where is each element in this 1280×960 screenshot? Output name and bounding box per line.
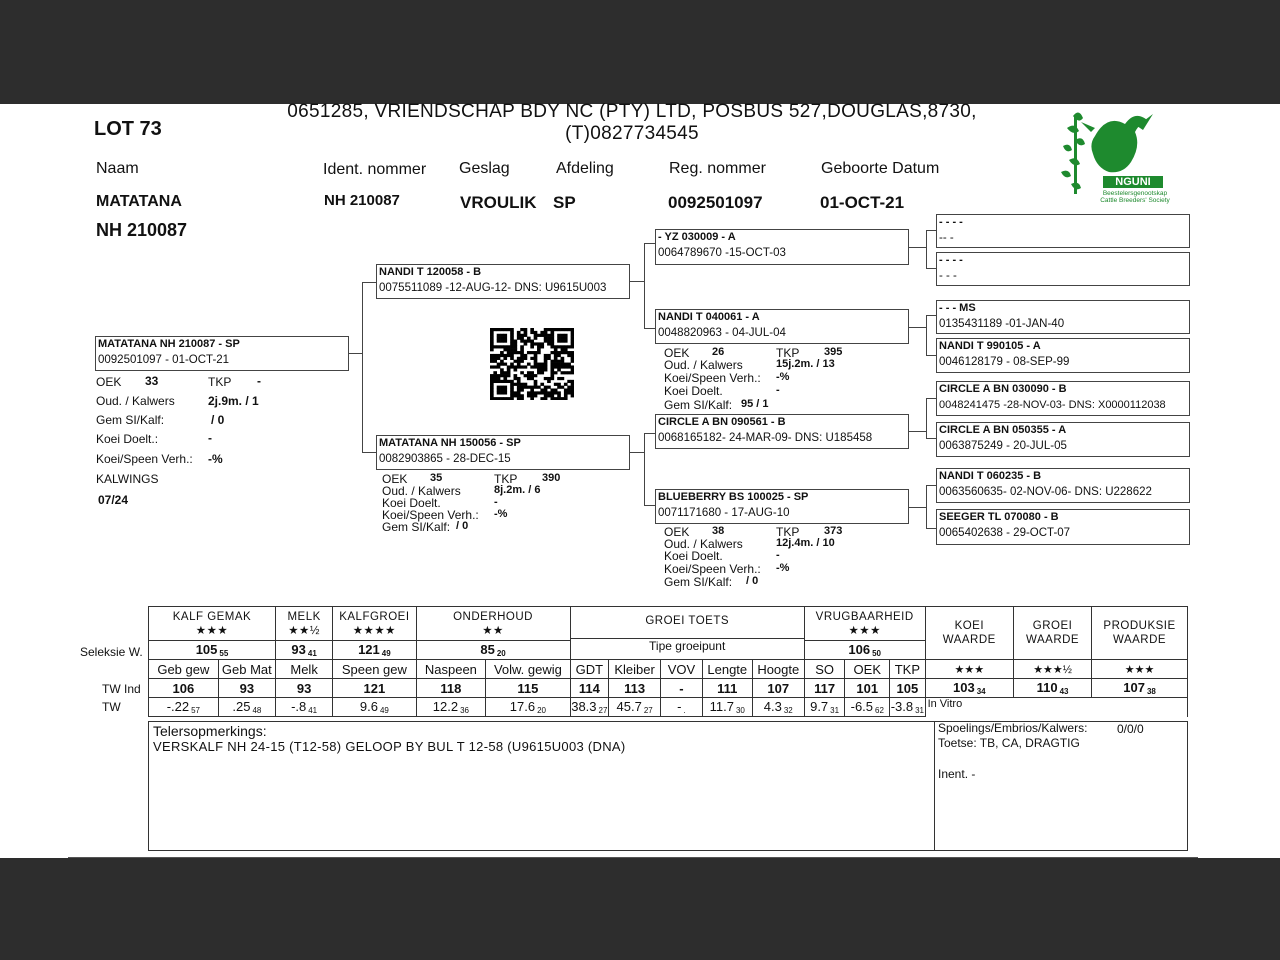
connector xyxy=(926,398,927,438)
ggp-8-reg: 0065402638 - 29-OCT-07 xyxy=(939,527,1071,539)
dd-gem-label: Gem SI/Kalf: xyxy=(664,575,733,589)
col-gdt: GDT xyxy=(570,660,609,679)
dd-name: BLUEBERRY BS 100025 - SP xyxy=(658,491,809,503)
produksie-waarde-stars: ★★★ xyxy=(1092,660,1188,679)
nguni-logo xyxy=(1055,106,1175,204)
dam-oek: 35 xyxy=(430,472,443,484)
kalf-gemak-label: KALF GEMAK xyxy=(172,610,252,623)
tw-value: -3.8 xyxy=(890,699,914,714)
col-oek: OEK xyxy=(845,660,890,679)
remarks-panel xyxy=(148,721,1188,851)
tw-ind-cell: 105 xyxy=(890,679,925,698)
tw-value: -6.5 xyxy=(850,699,874,714)
tw-acc: 36 xyxy=(460,706,469,715)
animal-name: MATATANA xyxy=(96,193,182,210)
tw-value: 38.3 xyxy=(571,699,597,714)
group-vrugbaarheid xyxy=(804,607,925,641)
dd-oek-label: OEK xyxy=(664,525,690,539)
col-geb-mat: Geb Mat xyxy=(218,660,275,679)
koei-waarde-value xyxy=(925,679,1013,698)
pedigree-ggp-8[interactable] xyxy=(936,509,1190,545)
melk-label: MELK xyxy=(287,610,321,623)
dd-speen-label: Koei/Speen Verh.: xyxy=(664,562,761,576)
tw-acc: 48 xyxy=(252,706,262,715)
sel-vrug-value: 106 xyxy=(848,642,871,657)
sd-oek-label: OEK xyxy=(664,346,690,360)
dam-oud-label: Oud. / Kalwers xyxy=(382,484,461,498)
connector xyxy=(908,431,926,432)
groei-waarde-stars: ★★★½ xyxy=(1014,660,1092,679)
animal-geslag: VROULIK xyxy=(460,193,537,212)
subject-oud: 2j.9m. / 1 xyxy=(208,394,259,408)
tw-value: 9.6 xyxy=(359,699,378,714)
inent-text: Inent. - xyxy=(938,767,976,781)
dam-gem-label: Gem SI/Kalf: xyxy=(382,520,451,534)
connector xyxy=(926,485,927,528)
tw-cell xyxy=(218,698,275,717)
sire-reg: 0075511089 -12-AUG-12- DNS: U9615U003 xyxy=(379,282,607,294)
dd-oud: 12j.4m. / 10 xyxy=(776,537,835,549)
sel-onderhoud xyxy=(416,641,570,660)
tw-cell xyxy=(702,698,752,717)
sd-doelt: - xyxy=(776,384,780,396)
connector xyxy=(908,247,926,248)
tw-ind-cell: 111 xyxy=(702,679,752,698)
tw-ind-cell: 93 xyxy=(275,679,332,698)
dam-reg: 0082903865 - 28-DEC-15 xyxy=(379,453,511,465)
subject-doelt: - xyxy=(208,431,212,445)
dd-speen: -% xyxy=(776,562,790,574)
tw-cell xyxy=(845,698,890,717)
onderhoud-stars: ★★ xyxy=(482,624,504,637)
dd-tkp-label: TKP xyxy=(776,525,800,539)
spoelings-label: Spoelings/Embrios/Kalwers: xyxy=(938,721,1088,735)
produksie-waarde-index: 107 xyxy=(1123,680,1145,695)
sel-kalf-gemak xyxy=(149,641,276,660)
sd-speen: -% xyxy=(776,371,790,383)
pedigree-ggp-7[interactable] xyxy=(936,468,1190,503)
ggp-5-name: CIRCLE A BN 030090 - B xyxy=(939,383,1067,395)
sd-reg: 0048820963 - 04-JUL-04 xyxy=(658,327,786,339)
toetse-text: Toetse: TB, CA, DRAGTIG xyxy=(938,736,1080,750)
tw-ind-cell: 107 xyxy=(752,679,804,698)
label-reg: Reg. nommer xyxy=(669,160,766,177)
tw-acc: 31 xyxy=(915,706,924,715)
melk-stars: ★★½ xyxy=(288,624,320,637)
tw-cell xyxy=(609,698,661,717)
label-geboorte: Geboorte Datum xyxy=(821,160,940,177)
subject-oek: 33 xyxy=(145,374,159,388)
ggp-2-reg: - - - xyxy=(939,270,957,282)
dam-tkp-label: TKP xyxy=(494,472,518,486)
tw-value: 12.2 xyxy=(432,699,459,714)
bottom-rule xyxy=(68,857,1198,858)
group-header-row xyxy=(149,607,1188,641)
tw-acc: . xyxy=(683,706,686,715)
connector xyxy=(926,230,936,231)
tw-cell xyxy=(275,698,332,717)
sd-tkp: 395 xyxy=(824,346,843,358)
col-naspeen: Naspeen xyxy=(416,660,486,679)
connector xyxy=(926,315,927,355)
tw-cell xyxy=(661,698,703,717)
dd-doelt: - xyxy=(776,549,780,561)
col-vov: VOV xyxy=(661,660,703,679)
ggp-5-reg: 0048241475 -28-NOV-03- DNS: X0000112038 xyxy=(939,399,1166,411)
ggp-7-name: NANDI T 060235 - B xyxy=(939,470,1042,482)
group-groei-toets xyxy=(570,607,804,660)
group-melk xyxy=(275,607,332,641)
pedigree-subject[interactable] xyxy=(95,336,349,371)
tw-ind-cell: 118 xyxy=(416,679,486,698)
dam-name: MATATANA NH 150056 - SP xyxy=(379,437,521,449)
connector xyxy=(908,327,926,328)
logo-sub-2: Cattle Breeders' Society xyxy=(1100,197,1170,204)
ss-reg: 0064789670 -15-OCT-03 xyxy=(658,247,786,259)
tw-value: - xyxy=(677,699,682,714)
connector xyxy=(362,282,376,283)
col-so: SO xyxy=(804,660,845,679)
tw-value: 4.3 xyxy=(763,699,782,714)
sd-name: NANDI T 040061 - A xyxy=(658,311,760,323)
pedigree-dam-dam[interactable] xyxy=(655,489,909,524)
subject-gem-label: Gem SI/Kalf: xyxy=(96,413,165,427)
tw-acc: 32 xyxy=(783,706,793,715)
vrugbaarheid-label: VRUGBAARHEID xyxy=(815,610,914,623)
kalwings-label: KALWINGS xyxy=(96,472,159,486)
sd-tkp-label: TKP xyxy=(776,346,800,360)
tw-cell xyxy=(333,698,416,717)
tw-acc: 20 xyxy=(537,706,547,715)
tw-acc: 27 xyxy=(598,706,608,715)
connector xyxy=(644,433,645,505)
ggp-1-reg: -- - xyxy=(939,232,954,244)
pedigree-sire-dam[interactable] xyxy=(655,309,909,344)
logo-sub-1: Beestelersgenootskap xyxy=(1102,190,1168,197)
sd-oud: 15j.2m. / 13 xyxy=(776,358,835,370)
sel-kalfgroei xyxy=(333,641,416,660)
animal-ident-large: NH 210087 xyxy=(96,220,188,240)
tw-value: .25 xyxy=(232,699,251,714)
sel-onderhoud-acc: 20 xyxy=(496,649,506,658)
connector xyxy=(644,243,645,328)
connector xyxy=(926,485,936,486)
row-label-tw-ind: TW Ind xyxy=(102,682,141,696)
connector xyxy=(926,315,936,316)
row-label-tw: TW xyxy=(102,700,121,714)
row-label-seleksie: Seleksie W. xyxy=(80,645,143,659)
ggp-2-name: - - - - xyxy=(939,254,963,266)
ggp-7-reg: 0063560635- 02-NOV-06- DNS: U228622 xyxy=(939,486,1152,498)
dam-speen-label: Koei/Speen Verh.: xyxy=(382,508,479,522)
tw-row xyxy=(149,698,1188,717)
tw-value: 9.7 xyxy=(810,699,829,714)
dam-doelt-label: Koei Doelt. xyxy=(382,496,441,510)
koei-waarde-acc: 34 xyxy=(976,687,986,696)
connector xyxy=(926,398,936,399)
dam-oek-label: OEK xyxy=(382,472,408,486)
kalfgroei-stars: ★★★★ xyxy=(352,624,396,637)
spoelings-value: 0/0/0 xyxy=(1117,722,1144,736)
sel-melk-value: 93 xyxy=(291,642,306,657)
dd-reg: 0071171680 - 17-AUG-10 xyxy=(658,507,790,519)
tw-cell xyxy=(570,698,609,717)
group-koei-waarde xyxy=(925,607,1013,660)
breeder-line-1: 0651285, VRIENDSCHAP BDY NC (PTY) LTD, POSBUS 527,DOUGLAS,8730, xyxy=(287,101,977,122)
column-header-row xyxy=(149,660,1188,679)
tipe-groeipunt-label: Tipe groeipunt xyxy=(571,638,804,654)
sire-name: NANDI T 120058 - B xyxy=(379,266,482,278)
sel-vrug-acc: 50 xyxy=(872,649,881,658)
groei-toets-label: GROEI TOETS xyxy=(645,615,730,627)
sel-kalf-gemak-acc: 55 xyxy=(219,649,229,658)
produksie-waarde-label-1: PRODUKSIE xyxy=(1103,620,1176,632)
dam-oud: 8j.2m. / 6 xyxy=(494,484,541,496)
produksie-waarde-value xyxy=(1092,679,1188,698)
logo-text: NGUNI xyxy=(1115,176,1151,188)
tw-cell xyxy=(752,698,804,717)
tw-value: 11.7 xyxy=(709,699,734,714)
koei-waarde-label-1: KOEI xyxy=(954,620,985,632)
connector xyxy=(926,438,936,439)
sd-oud-label: Oud. / Kalwers xyxy=(664,358,743,372)
sd-gem: 95 / 1 xyxy=(741,398,769,410)
tw-value: -.22 xyxy=(166,699,190,714)
tw-ind-cell: 106 xyxy=(149,679,219,698)
label-naam: Naam xyxy=(96,160,139,177)
nguni-logo-icon xyxy=(1055,106,1175,204)
connector xyxy=(630,452,644,453)
ss-name: - YZ 030009 - A xyxy=(658,231,736,243)
subject-speen: -% xyxy=(208,452,223,466)
dd-gem: / 0 xyxy=(746,575,759,587)
sel-kalf-gemak-value: 105 xyxy=(195,642,218,657)
pedigree-dam[interactable] xyxy=(376,435,630,470)
kalfgroei-label: KALFGROEI xyxy=(339,610,410,623)
tw-cell xyxy=(890,698,925,717)
ggp-4-name: NANDI T 990105 - A xyxy=(939,340,1041,352)
animal-birth: 01-OCT-21 xyxy=(820,193,905,212)
col-kleiber: Kleiber xyxy=(609,660,661,679)
ggp-6-name: CIRCLE A BN 050355 - A xyxy=(939,424,1067,436)
subject-name: MATATANA NH 210087 - SP xyxy=(98,338,240,350)
in-vitro-label: In Vitro xyxy=(925,698,1187,717)
produksie-waarde-acc: 38 xyxy=(1146,687,1156,696)
tw-value: 17.6 xyxy=(509,699,536,714)
groei-waarde-label-2: WAARDE xyxy=(1026,634,1080,646)
pedigree-sire[interactable] xyxy=(376,264,630,299)
group-produksie-waarde xyxy=(1092,607,1188,660)
tw-ind-cell: 115 xyxy=(486,679,570,698)
ggp-8-name: SEEGER TL 070080 - B xyxy=(939,511,1059,523)
sd-oek: 26 xyxy=(712,346,725,358)
qr-code xyxy=(490,328,574,400)
col-geb-gew: Geb gew xyxy=(149,660,219,679)
ggp-3-reg: 0135431189 -01-JAN-40 xyxy=(939,318,1065,330)
sd-doelt-label: Koei Doelt. xyxy=(664,384,723,398)
connector xyxy=(348,353,362,354)
dd-oek: 38 xyxy=(712,525,725,537)
connector xyxy=(630,281,644,282)
sel-kalfgroei-acc: 49 xyxy=(381,649,391,658)
group-kalfgroei xyxy=(333,607,416,641)
dam-speen: -% xyxy=(494,508,508,520)
pedigree-ggp-5[interactable] xyxy=(936,381,1190,416)
pedigree-ggp-2[interactable] xyxy=(936,252,1190,286)
col-speen-gew: Speen gew xyxy=(333,660,416,679)
pedigree-ggp-4[interactable] xyxy=(936,338,1190,373)
tw-cell xyxy=(804,698,845,717)
groei-waarde-acc: 43 xyxy=(1059,687,1069,696)
sd-gem-label: Gem SI/Kalf: xyxy=(664,398,733,412)
groei-waarde-label-1: GROEI xyxy=(1032,620,1073,632)
ds-reg: 0068165182- 24-MAR-09- DNS: U185458 xyxy=(658,432,873,444)
label-ident: Ident. nommer xyxy=(323,161,427,178)
ds-name: CIRCLE A BN 090561 - B xyxy=(658,416,786,428)
produksie-waarde-label-2: WAARDE xyxy=(1113,634,1167,646)
group-onderhoud xyxy=(416,607,570,641)
tw-ind-cell: 117 xyxy=(804,679,845,698)
onderhoud-label: ONDERHOUD xyxy=(453,610,533,623)
kalwings-value: 07/24 xyxy=(98,493,129,507)
col-lengte: Lengte xyxy=(702,660,752,679)
pedigree-dam-sire[interactable] xyxy=(655,414,909,449)
pedigree-ggp-3[interactable] xyxy=(936,300,1190,334)
subject-oek-label: OEK xyxy=(96,375,122,389)
tw-ind-row xyxy=(149,679,1188,698)
dd-oud-label: Oud. / Kalwers xyxy=(664,537,743,551)
ggp-1-name: - - - - xyxy=(939,216,963,228)
label-afdeling: Afdeling xyxy=(556,160,614,177)
sel-vrugbaarheid xyxy=(804,641,925,660)
groei-waarde-index: 110 xyxy=(1036,680,1058,695)
subject-reg: 0092501097 - 01-OCT-21 xyxy=(98,354,230,366)
remarks-title: Telersopmerkings: xyxy=(153,723,267,739)
connector xyxy=(362,452,376,453)
tw-ind-cell: - xyxy=(661,679,703,698)
subject-doelt-label: Koei Doelt.: xyxy=(96,432,159,446)
vrugbaarheid-stars: ★★★ xyxy=(848,624,881,637)
tw-value: 45.7 xyxy=(616,699,642,714)
connector xyxy=(908,507,926,508)
tw-cell xyxy=(149,698,219,717)
tw-acc: 62 xyxy=(875,706,884,715)
remarks-text: VERSKALF NH 24-15 (T12-58) GELOOP BY BUL T 12-58 (U9615U003 (DNA) xyxy=(153,739,626,754)
koei-waarde-label-2: WAARDE xyxy=(942,634,996,646)
col-hoogte: Hoogte xyxy=(752,660,804,679)
group-kalf-gemak xyxy=(149,607,276,641)
groei-waarde-value xyxy=(1014,679,1092,698)
breeder-address xyxy=(262,101,1002,145)
animal-ident: NH 210087 xyxy=(324,192,400,209)
tw-ind-cell: 121 xyxy=(333,679,416,698)
sel-kalfgroei-value: 121 xyxy=(358,642,380,657)
dam-gem: / 0 xyxy=(456,520,469,532)
sd-speen-label: Koei/Speen Verh.: xyxy=(664,371,761,385)
sel-melk xyxy=(275,641,332,660)
tw-ind-cell: 101 xyxy=(845,679,890,698)
dam-tkp: 390 xyxy=(542,472,561,484)
tw-acc: 49 xyxy=(379,706,389,715)
pedigree-ggp-1[interactable] xyxy=(936,214,1190,248)
koei-waarde-index: 103 xyxy=(953,680,975,695)
subject-oud-label: Oud. / Kalwers xyxy=(96,394,175,408)
group-groei-waarde xyxy=(1014,607,1092,660)
dd-doelt-label: Koei Doelt. xyxy=(664,549,723,563)
tw-ind-cell: 114 xyxy=(570,679,609,698)
tw-value: -.8 xyxy=(291,699,307,714)
breeder-line-2: (T)0827734545 xyxy=(565,123,699,144)
tw-acc: 31 xyxy=(830,706,840,715)
lot-number: LOT 73 xyxy=(94,118,162,140)
dd-tkp: 373 xyxy=(824,525,843,537)
tw-acc: 41 xyxy=(308,706,318,715)
tw-cell xyxy=(486,698,570,717)
connector xyxy=(926,268,936,269)
sel-melk-acc: 41 xyxy=(307,649,317,658)
ggp-3-name: - - - MS xyxy=(939,302,976,314)
kalf-gemak-stars: ★★★ xyxy=(195,624,229,637)
tw-ind-cell: 93 xyxy=(218,679,275,698)
ggp-4-reg: 0046128179 - 08-SEP-99 xyxy=(939,356,1070,368)
subject-speen-label: Koei/Speen Verh.: xyxy=(96,452,193,466)
tw-ind-cell: 113 xyxy=(609,679,661,698)
breeding-values-table xyxy=(148,606,1188,717)
pedigree-sire-sire[interactable] xyxy=(655,229,909,265)
tw-acc: 30 xyxy=(735,706,745,715)
sel-onderhoud-value: 85 xyxy=(480,642,495,657)
connector xyxy=(926,230,927,268)
connector xyxy=(362,282,363,452)
tw-acc: 57 xyxy=(191,706,201,715)
qr-code-icon xyxy=(490,328,574,400)
pedigree-ggp-6[interactable] xyxy=(936,422,1190,457)
tw-acc: 27 xyxy=(643,706,653,715)
subject-tkp: - xyxy=(257,374,261,388)
animal-afdeling: SP xyxy=(553,193,576,212)
tw-cell xyxy=(416,698,486,717)
subject-tkp-label: TKP xyxy=(208,375,232,389)
dam-doelt: - xyxy=(494,496,498,508)
koei-waarde-stars: ★★★ xyxy=(925,660,1013,679)
connector xyxy=(926,528,936,529)
col-volw-gewig: Volw. gewig xyxy=(486,660,570,679)
col-tkp: TKP xyxy=(890,660,925,679)
label-geslag: Geslag xyxy=(459,160,510,177)
animal-reg: 0092501097 xyxy=(668,193,763,212)
subject-gem: / 0 xyxy=(211,413,225,427)
ggp-6-reg: 0063875249 - 20-JUL-05 xyxy=(939,440,1067,452)
connector xyxy=(926,355,936,356)
col-melk: Melk xyxy=(275,660,332,679)
